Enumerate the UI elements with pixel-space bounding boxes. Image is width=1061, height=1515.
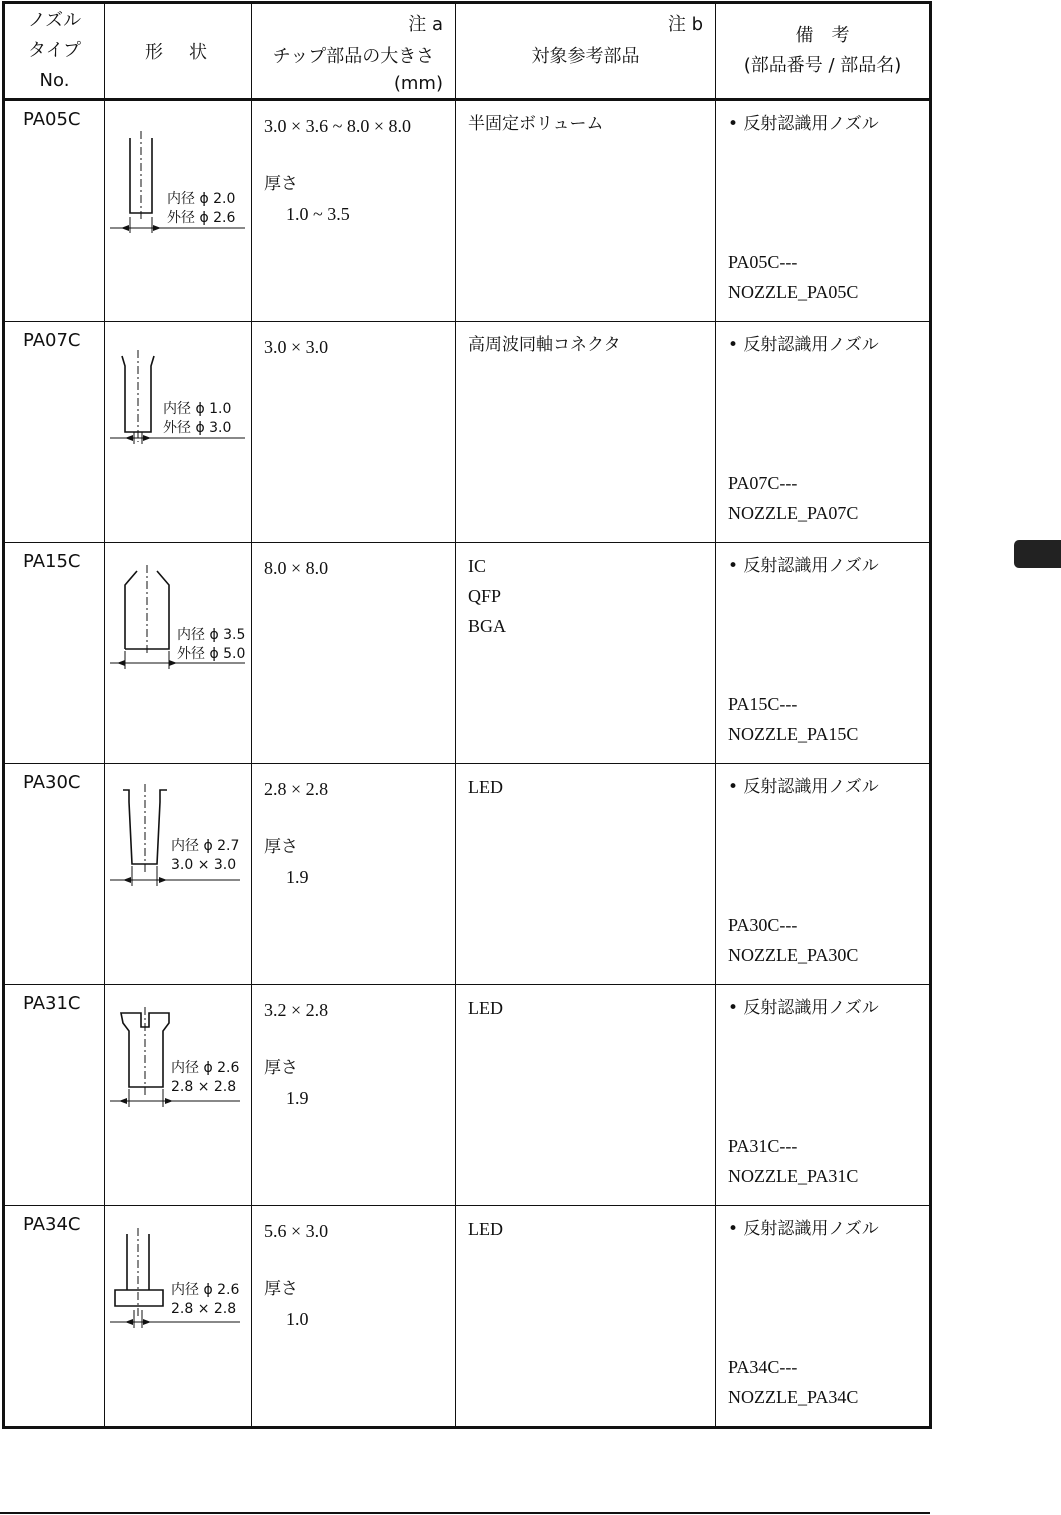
chip-size <box>252 985 456 1206</box>
target-part: LED <box>468 1219 503 1239</box>
outer-dimension-label: 2.8 × 2.8 <box>171 1079 237 1095</box>
header-chip-size-unit: (mm) <box>393 73 443 94</box>
chip-size-value: 3.0 × 3.0 <box>264 337 329 357</box>
nozzle-type: PA30C <box>4 764 105 985</box>
header-nozzle-type <box>4 3 105 100</box>
footer-rule <box>0 1512 930 1514</box>
table-row <box>4 100 931 322</box>
chip-size-value: 3.0 × 3.6 ~ 8.0 × 8.0 <box>264 116 412 136</box>
chip-size <box>252 1206 456 1428</box>
target-part: IC <box>468 556 486 576</box>
nozzle-shape <box>105 985 252 1206</box>
target-parts <box>456 543 716 764</box>
nozzle-drawing <box>105 1206 250 1406</box>
header-remarks-sub: (部品番号 / 部品名) <box>743 55 902 76</box>
nozzle-drawing <box>105 543 250 743</box>
header-chip-size <box>252 3 456 100</box>
inner-diameter-label: 内径 ϕ 2.6 <box>171 1282 240 1298</box>
nozzle-type: PA34C <box>4 1206 105 1428</box>
nozzle-spec-table <box>2 1 932 1429</box>
remark-text: • 反射認識用ノズル <box>728 335 879 355</box>
chip-size-value: 8.0 × 8.0 <box>264 558 329 578</box>
nozzle-type: PA07C <box>4 322 105 543</box>
table-row <box>4 764 931 985</box>
target-part: 半固定ボリューム <box>468 114 604 134</box>
chip-size-value: 5.6 × 3.0 <box>264 1221 329 1241</box>
inner-diameter-label: 内径 ϕ 2.6 <box>171 1060 240 1076</box>
chip-size-value: 3.2 × 2.8 <box>264 1000 329 1020</box>
header-remarks <box>716 3 931 100</box>
target-parts <box>456 985 716 1206</box>
remarks <box>716 543 931 764</box>
thickness-value: 1.9 <box>286 1088 309 1108</box>
header-target-label: 対象参考部品 <box>531 46 640 67</box>
inner-diameter-label: 内径 ϕ 3.5 <box>177 627 246 643</box>
nozzle-type: PA15C <box>4 543 105 764</box>
part-number: PA31C--- <box>728 1136 798 1156</box>
target-part: BGA <box>468 616 507 636</box>
target-part: QFP <box>468 586 502 606</box>
nozzle-drawing <box>105 101 250 301</box>
remark-text: • 反射認識用ノズル <box>728 998 879 1018</box>
chip-size <box>252 543 456 764</box>
remarks <box>716 1206 931 1428</box>
remark-text: • 反射認識用ノズル <box>728 114 879 134</box>
part-number: PA05C--- <box>728 252 798 272</box>
target-parts <box>456 1206 716 1428</box>
nozzle-drawing <box>105 764 250 964</box>
outer-dimension-label: 外径 ϕ 3.0 <box>163 420 232 436</box>
remarks <box>716 100 931 322</box>
target-part: LED <box>468 777 503 797</box>
chip-size <box>252 764 456 985</box>
part-number: PA34C--- <box>728 1357 798 1377</box>
remark-text: • 反射認識用ノズル <box>728 777 879 797</box>
part-name: NOZZLE_PA15C <box>728 724 859 744</box>
target-part: 高周波同軸コネクタ <box>468 335 621 355</box>
nozzle-shape <box>105 764 252 985</box>
table-row <box>4 543 931 764</box>
thickness-label: 厚さ <box>264 1279 298 1299</box>
thickness-value: 1.0 <box>286 1309 309 1329</box>
header-chip-size-note: 注 a <box>408 14 443 35</box>
part-name: NOZZLE_PA34C <box>728 1387 859 1407</box>
header-target-note: 注 b <box>667 14 703 35</box>
part-number: PA07C--- <box>728 473 798 493</box>
thickness-label: 厚さ <box>264 1058 298 1078</box>
part-name: NOZZLE_PA05C <box>728 282 859 302</box>
header-nozzle-type-line1: ノズル <box>27 10 82 31</box>
section-index-tab <box>1014 540 1061 568</box>
part-name: NOZZLE_PA07C <box>728 503 859 523</box>
remark-text: • 反射認識用ノズル <box>728 556 879 576</box>
target-parts <box>456 100 716 322</box>
target-parts <box>456 764 716 985</box>
thickness-value: 1.9 <box>286 867 309 887</box>
part-number: PA15C--- <box>728 694 798 714</box>
outer-dimension-label: 2.8 × 2.8 <box>171 1301 237 1317</box>
remarks <box>716 322 931 543</box>
nozzle-shape <box>105 543 252 764</box>
nozzle-shape <box>105 100 252 322</box>
remarks <box>716 985 931 1206</box>
outer-dimension-label: 3.0 × 3.0 <box>171 857 237 873</box>
chip-size <box>252 100 456 322</box>
remarks <box>716 764 931 985</box>
target-part: LED <box>468 998 503 1018</box>
header-target-parts <box>456 3 716 100</box>
thickness-value: 1.0 ~ 3.5 <box>286 204 350 224</box>
header-remarks-title: 備 考 <box>795 25 850 46</box>
thickness-label: 厚さ <box>264 837 298 857</box>
inner-diameter-label: 内径 ϕ 1.0 <box>163 401 232 417</box>
chip-size <box>252 322 456 543</box>
table-row <box>4 1206 931 1428</box>
target-parts <box>456 322 716 543</box>
nozzle-shape <box>105 322 252 543</box>
header-nozzle-type-line2: タイプ <box>27 40 82 61</box>
nozzle-drawing <box>105 985 250 1185</box>
inner-diameter-label: 内径 ϕ 2.7 <box>171 838 240 854</box>
header-chip-size-label: チップ部品の大きさ <box>272 46 435 67</box>
part-name: NOZZLE_PA30C <box>728 945 859 965</box>
header-nozzle-type-line3: No. <box>39 70 70 91</box>
chip-size-value: 2.8 × 2.8 <box>264 779 329 799</box>
table-row <box>4 322 931 543</box>
nozzle-shape <box>105 1206 252 1428</box>
thickness-label: 厚さ <box>264 174 298 194</box>
outer-dimension-label: 外径 ϕ 2.6 <box>167 210 236 226</box>
nozzle-drawing <box>105 322 250 522</box>
outer-dimension-label: 外径 ϕ 5.0 <box>177 646 246 662</box>
part-number: PA30C--- <box>728 915 798 935</box>
table-header-row <box>4 3 931 100</box>
nozzle-type: PA31C <box>4 985 105 1206</box>
nozzle-type: PA05C <box>4 100 105 322</box>
inner-diameter-label: 内径 ϕ 2.0 <box>167 191 236 207</box>
part-name: NOZZLE_PA31C <box>728 1166 859 1186</box>
remark-text: • 反射認識用ノズル <box>728 1219 879 1239</box>
header-shape: 形 状 <box>105 3 252 100</box>
table-row <box>4 985 931 1206</box>
